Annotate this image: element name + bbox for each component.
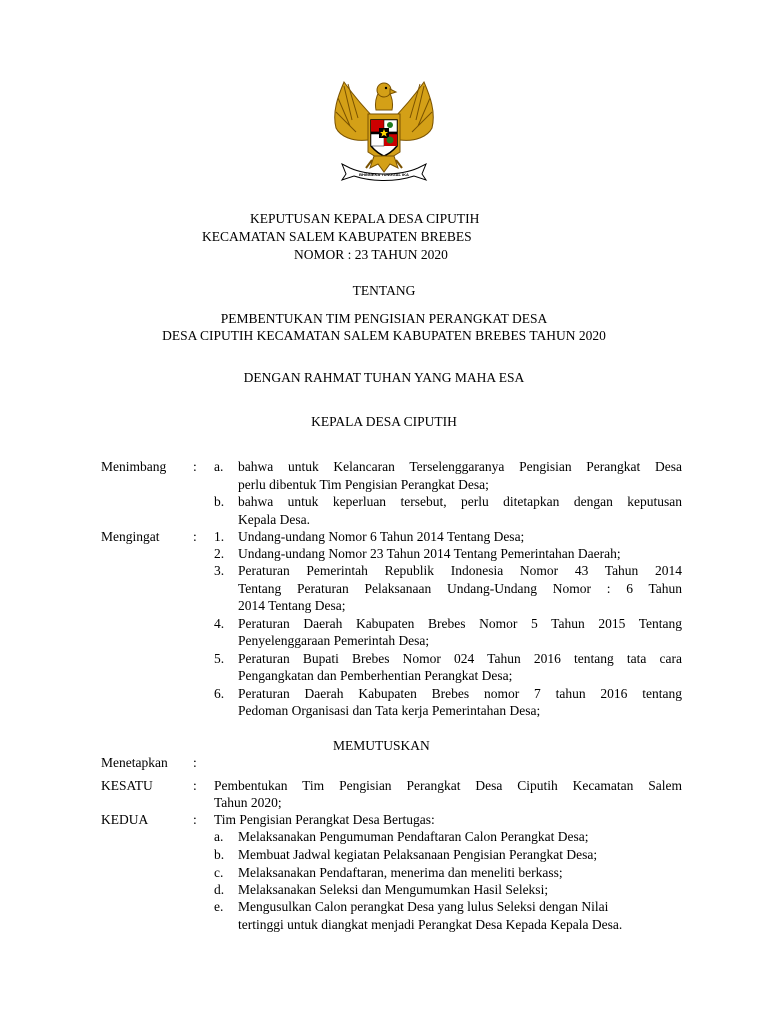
mengingat-6-line1: Peraturan Daerah Kabupaten Brebes nomor 7 tahun 2016 tentang bbox=[238, 686, 682, 701]
menimbang-colon: : bbox=[193, 459, 197, 474]
kesatu-line1: Pembentukan Tim Pengisian Perangkat Desa Ciputih Kecamatan Salem bbox=[214, 778, 682, 793]
kesatu-colon: : bbox=[193, 778, 197, 793]
kedua-c-marker: c. bbox=[214, 865, 224, 880]
mengingat-1-line1: Undang-undang Nomor 6 Tahun 2014 Tentang Desa; bbox=[238, 529, 525, 544]
kedua-d-line1: Melaksanakan Seleksi dan Mengumumkan Hasil Seleksi; bbox=[238, 882, 549, 897]
mengingat-4-line1: Peraturan Daerah Kabupaten Brebes Nomor 5 Tahun 2015 Tentang bbox=[238, 616, 682, 631]
emblem-graphic bbox=[328, 76, 440, 184]
menimbang-b-line1: bahwa untuk keperluan tersebut, perlu ditetapkan dengan keputusan bbox=[238, 494, 682, 509]
memutuskan-heading: MEMUTUSKAN bbox=[333, 738, 430, 753]
kedua-colon: : bbox=[193, 812, 197, 827]
mengingat-4-marker: 4. bbox=[214, 616, 225, 631]
mengingat-colon: : bbox=[193, 529, 197, 544]
kedua-b-marker: b. bbox=[214, 847, 225, 862]
garuda-pancasila-emblem bbox=[328, 76, 440, 184]
decree-title-line2: KECAMATAN SALEM KABUPATEN BREBES bbox=[202, 229, 472, 244]
mengingat-4-line2: Penyelenggaraan Pemerintah Desa; bbox=[238, 633, 430, 648]
mengingat-2-line1: Undang-undang Nomor 23 Tahun 2014 Tentang Pemerintahan Daerah; bbox=[238, 546, 621, 561]
kedua-e-marker: e. bbox=[214, 899, 224, 914]
menimbang-b-line2: Kepala Desa. bbox=[238, 512, 310, 527]
mengingat-1-marker: 1. bbox=[214, 529, 225, 544]
kedua-e-line2: tertinggi untuk diangkat menjadi Perangkat Desa Kepada Kepala Desa. bbox=[238, 917, 623, 932]
decree-number: NOMOR : 23 TAHUN 2020 bbox=[294, 247, 448, 262]
mengingat-3-line3: 2014 Tentang Desa; bbox=[238, 598, 346, 613]
kedua-a-line1: Melaksanakan Pengumuman Pendaftaran Calon Perangkat Desa; bbox=[238, 829, 589, 844]
tentang-heading: TENTANG bbox=[352, 283, 416, 298]
kesatu-label: KESATU bbox=[101, 778, 153, 793]
mengingat-3-marker: 3. bbox=[214, 563, 225, 578]
decree-title-line1: KEPUTUSAN KEPALA DESA CIPUTIH bbox=[250, 211, 480, 226]
menimbang-label: Menimbang bbox=[101, 459, 167, 474]
kedua-e-line1: Mengusulkan Calon perangkat Desa yang lulus Seleksi dengan Nilai bbox=[238, 899, 609, 914]
kedua-d-marker: d. bbox=[214, 882, 225, 897]
mengingat-5-line2: Pengangkatan dan Pemberhentian Perangkat Desa; bbox=[238, 668, 513, 683]
mengingat-3-line2: Tentang Peraturan Pelaksanaan Undang-Undang Nomor : 6 Tahun bbox=[238, 581, 682, 596]
kedua-label: KEDUA bbox=[101, 812, 149, 827]
subject-line1: PEMBENTUKAN TIM PENGISIAN PERANGKAT DESA bbox=[220, 311, 548, 326]
menimbang-a-line1: bahwa untuk Kelancaran Terselenggaranya Pengisian Perangkat Desa bbox=[238, 459, 682, 474]
subject-line2: DESA CIPUTIH KECAMATAN SALEM KABUPATEN BREBES TAHUN 2020 bbox=[162, 328, 606, 343]
mengingat-label: Mengingat bbox=[101, 529, 160, 544]
mengingat-3-line1: Peraturan Pemerintah Republik Indonesia Nomor 43 Tahun 2014 bbox=[238, 563, 682, 578]
kesatu-line2: Tahun 2020; bbox=[214, 795, 282, 810]
kedua-a-marker: a. bbox=[214, 829, 224, 844]
menetapkan-colon: : bbox=[193, 755, 197, 770]
kepala-desa-heading: KEPALA DESA CIPUTIH bbox=[311, 414, 457, 429]
rahmat-heading: DENGAN RAHMAT TUHAN YANG MAHA ESA bbox=[243, 370, 525, 385]
mengingat-6-marker: 6. bbox=[214, 686, 225, 701]
mengingat-6-line2: Pedoman Organisasi dan Tata kerja Pemerintahan Desa; bbox=[238, 703, 541, 718]
menimbang-a-line2: perlu dibentuk Tim Pengisian Perangkat Desa; bbox=[238, 477, 489, 492]
emblem-motto: BHINNEKA TUNGGAL IKA bbox=[359, 172, 409, 177]
kedua-b-line1: Membuat Jadwal kegiatan Pelaksanaan Pengisian Perangkat Desa; bbox=[238, 847, 598, 862]
mengingat-2-marker: 2. bbox=[214, 546, 225, 561]
menetapkan-label: Menetapkan bbox=[101, 755, 168, 770]
menimbang-a-marker: a. bbox=[214, 459, 224, 474]
mengingat-5-line1: Peraturan Bupati Brebes Nomor 024 Tahun 2016 tentang tata cara bbox=[238, 651, 682, 666]
kedua-c-line1: Melaksanakan Pendaftaran, menerima dan meneliti berkass; bbox=[238, 865, 563, 880]
mengingat-5-marker: 5. bbox=[214, 651, 225, 666]
kedua-intro: Tim Pengisian Perangkat Desa Bertugas: bbox=[214, 812, 435, 827]
menimbang-b-marker: b. bbox=[214, 494, 225, 509]
